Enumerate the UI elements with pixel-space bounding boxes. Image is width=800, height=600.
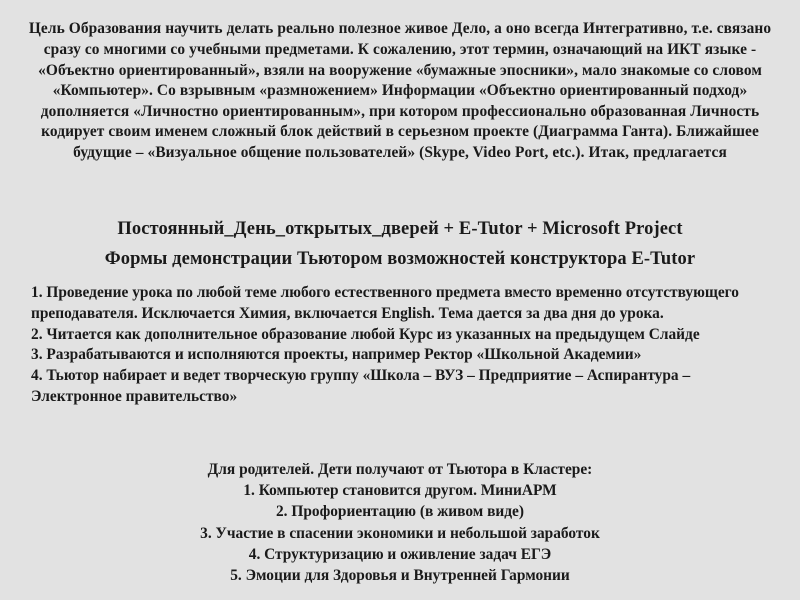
list-item: 1. Компьютер становится другом. МиниАРМ (243, 482, 557, 500)
list-item: 4. Структуризацию и оживление задач ЕГЭ (248, 545, 552, 563)
formula-heading: Постоянный_День_открытых_дверей + E-Tutor + Microsoft Project (117, 219, 683, 239)
parents-title: Для родителей. Дети получают от Тьютора в Кластере: (207, 461, 593, 478)
list-item: 5. Эмоции для Здоровья и Внутренней Гармонии (230, 567, 570, 585)
list-item: 2. Читается как дополнительное образование любой Курс из указанных на предыдущем Слайде (31, 325, 700, 343)
parents-section (0, 459, 800, 586)
parents-list (0, 480, 800, 586)
numbered-list (31, 283, 771, 408)
intro-paragraph: Цель Образования научить делать реально полезное живое Дело, а оно всегда Интегративно, т.е. связано сразу со многими со учебными предметами. К сожалению, этот термин, означающий на ИКТ языке - «Объектно ориентированный», взяли на вооружение «бумажные эпосники», мало знакомые со словом «Компьютер». Со взрывным «размножением» Информации «Объектно ориентированный подход» дополняется «Личностно ориентированным», при котором профессионально образованная Личность кодирует своим именем сложный блок действий в серьезном проекте (Диаграмма Ганта). Ближайшее будущие – «Визуальное общение пользователей» (Skype, Video Port, etc.). Итак, предлагается (28, 20, 772, 161)
list-item: 3. Разрабатываются и исполняются проекты, например Ректор «Школьной Академии» (31, 346, 642, 364)
list-item: 1. Проведение урока по любой теме любого естественного предмета вместо временно отсутствующего преподавателя. Исключается Химия, включается English. Тема дается за два дня до урока. (31, 284, 739, 322)
forms-heading: Формы демонстрации Тьютором возможностей конструктора E-Tutor (104, 249, 696, 269)
list-item: 3. Участие в спасении экономики и небольшой заработок (200, 524, 600, 542)
list-item: 4. Тьютор набирает и ведет творческую группу «Школа – ВУЗ – Предприятие – Аспирантура – Электронное правительство» (31, 367, 691, 405)
list-item: 2. Профориентацию (в живом виде) (275, 503, 525, 521)
